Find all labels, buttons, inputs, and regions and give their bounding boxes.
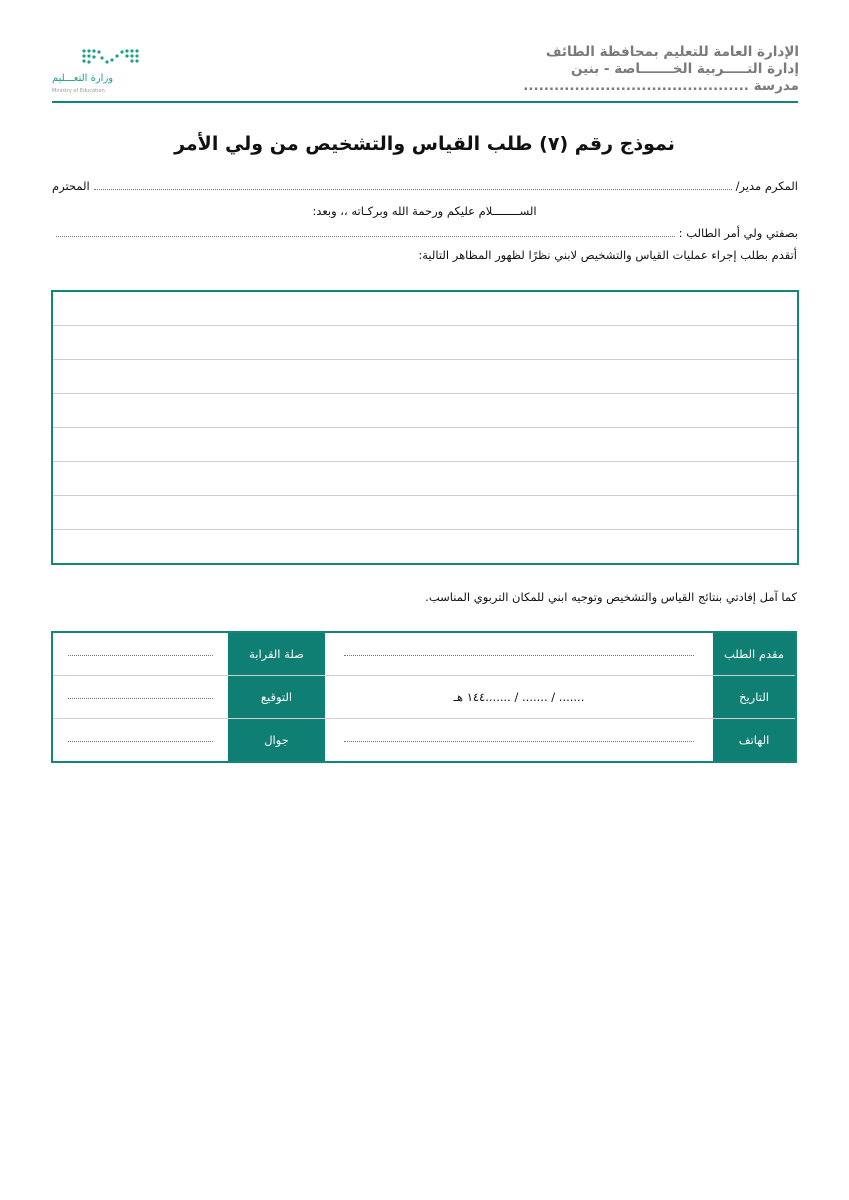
symptom-line[interactable] [53,530,797,563]
table-row [52,632,796,676]
guardian-label: بصفتي ولي أمر الطالب : [678,226,798,240]
addressee-label: المكرم مدير/ [735,179,798,193]
symptom-line[interactable] [53,292,797,326]
ministry-logo [50,46,142,96]
applicant-info-table [51,631,797,763]
logo-arabic-text: وزارة التعـــليم [52,73,114,84]
addressee-line [52,179,798,193]
department-line: إدارة التـــــربية الخـــــــاصة - بنين [570,61,799,77]
symptom-line[interactable] [53,496,797,530]
request-text: أتقدم بطلب إجراء عمليات القياس والتشخيص لابني نظرًا لظهور المظاهر التالية: [418,248,797,262]
symptom-line[interactable] [53,394,797,428]
student-name-field[interactable] [56,236,675,237]
applicant-field[interactable] [325,632,713,676]
relation-label: صلة القرابة [228,632,325,676]
mobile-label: جوال [228,719,325,763]
table-row [52,676,796,719]
addressee-suffix: المحترم [52,179,90,193]
mobile-field[interactable] [52,719,228,763]
symptom-line[interactable] [53,360,797,394]
directorate-line: الإدارة العامة للتعليم بمحافظة الطائف [545,44,799,60]
signature-label: التوقيع [228,676,325,719]
letterhead [519,44,799,95]
symptom-line[interactable] [53,428,797,462]
page-title: نموذج رقم (٧) طلب القياس والتشخيص من ولي الأمر [174,133,675,155]
phone-field[interactable] [325,719,713,763]
phone-label: الهاتف [713,719,796,763]
signature-field[interactable] [52,676,228,719]
symptoms-box [51,290,799,565]
date-field[interactable]: ....... / ....... / .......١٤٤ هـ [325,676,713,719]
symptom-line[interactable] [53,326,797,360]
relation-field[interactable] [52,632,228,676]
header-divider [52,101,798,103]
logo-dots-icon [50,46,142,72]
greeting: الســــــــلام عليكم ورحمة الله وبركـاته ،، وبعد: [312,204,537,218]
applicant-label: مقدم الطلب [713,632,796,676]
table-row [52,719,796,763]
logo-english-text: Ministry of Education [52,88,105,94]
guardian-line [52,226,798,240]
principal-name-field[interactable] [94,189,732,190]
date-label: التاريخ [713,676,796,719]
closing-text: كما آمل إفادتي بنتائج القياس والتشخيص وتوجيه ابني للمكان التربوي المناسب. [425,590,797,604]
school-line: مدرسة ............................................ [523,78,799,94]
symptom-line[interactable] [53,462,797,496]
